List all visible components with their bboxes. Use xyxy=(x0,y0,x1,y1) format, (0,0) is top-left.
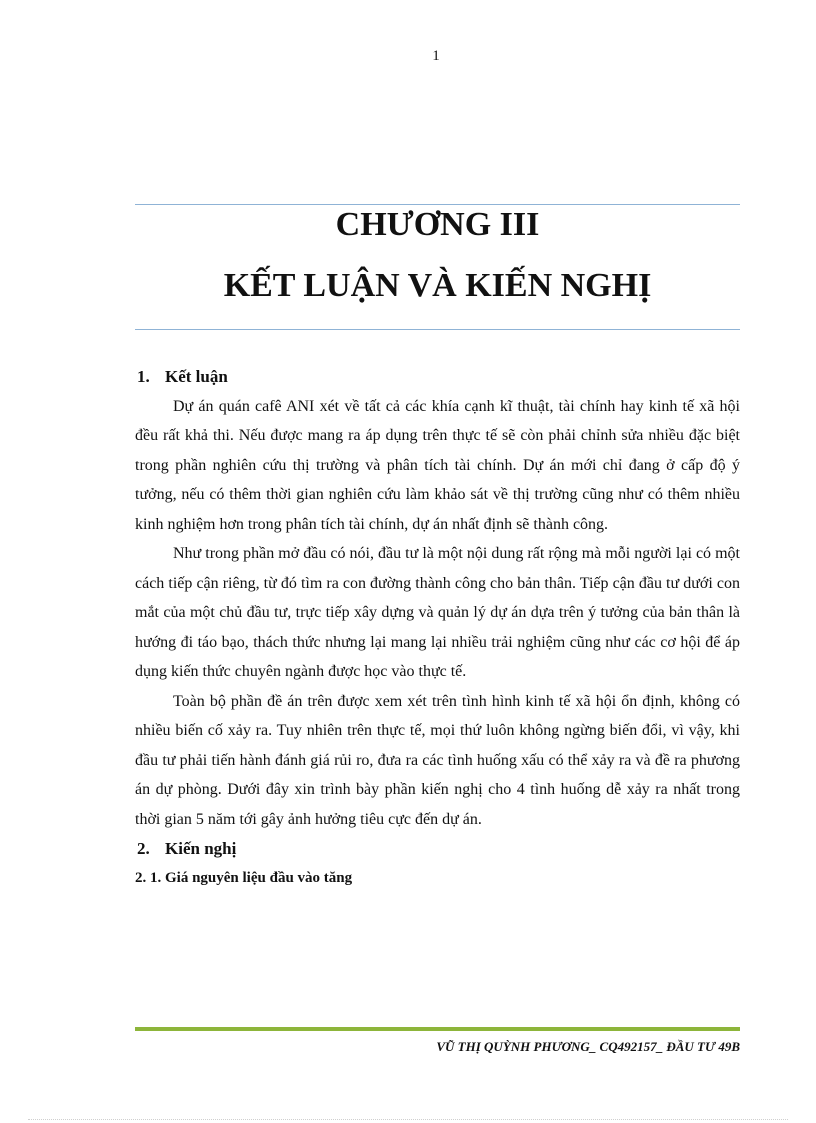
section-heading-conclusion xyxy=(135,362,740,392)
section-title: Kiến nghị xyxy=(165,839,237,858)
chapter-number: CHƯƠNG III xyxy=(335,206,540,243)
footer-author-text: VŨ THỊ QUỲNH PHƯƠNG_ CQ492157_ ĐẦU TƯ 49B xyxy=(436,1039,740,1054)
section-heading-recommendation xyxy=(135,834,740,864)
footer-rule xyxy=(135,1027,740,1031)
paragraph: Như trong phần mở đầu có nói, đầu tư là một nội dung rất rộng mà mỗi người lại có một cách tiếp cận riêng, từ đó tìm ra con đường thành công cho bản thân. Tiếp cận đầu tư dưới con mắt của một chủ đầu tư, trực tiếp xây dựng và quản lý dự án dựa trên ý tưởng của bản thân là hướng đi táo bạo, thách thức nhưng lại mang lại nhiều trải nghiệm cũng như các cơ hội để áp dụng kiến thức chuyên ngành được học vào thực tế. xyxy=(135,545,740,680)
page-edge-divider xyxy=(28,1119,788,1120)
section-title: Kết luận xyxy=(165,367,228,386)
page-body xyxy=(135,362,740,893)
paragraph: Dự án quán cafê ANI xét về tất cả các khía cạnh kĩ thuật, tài chính hay kinh tế xã hội đều rất khả thi. Nếu được mang ra áp dụng trên thực tế sẽ còn phải chỉnh sửa nhiều đặc biệt trong phần nghiên cứu thị trường và phân tích tài chính. Dự án mới chỉ đang ở cấp độ ý tưởng, nếu có thêm thời gian nghiên cứu làm khảo sát về thị trường cũng như có thêm nhiều kinh nghiệm hơn trong phân tích tài chính, dự án nhất định sẽ thành công. xyxy=(135,397,740,533)
section-number: 1. xyxy=(137,367,150,386)
chapter-bottom-rule xyxy=(135,329,740,330)
chapter-title: KẾT LUẬN VÀ KIẾN NGHỊ xyxy=(223,267,652,304)
paragraph: Toàn bộ phần đề án trên được xem xét trên tình hình kinh tế xã hội ổn định, không có nhiều biến cố xảy ra. Tuy nhiên trên thực tế, mọi thứ luôn không ngừng biến đổi, vì vậy, khi đầu tư phải tiến hành đánh giá rủi ro, đưa ra các tình huống xấu có thể xảy ra và đề ra phương án dự phòng. Dưới đây xin trình bày phần kiến nghị cho 4 tình huống dễ xảy ra nhất trong thời gian 5 năm tới gây ảnh hưởng tiêu cực đến dự án. xyxy=(135,692,740,828)
section-number: 2. xyxy=(137,839,150,858)
page-number: 1 xyxy=(432,48,440,64)
subsection-heading: 2. 1. Giá nguyên liệu đầu vào tăng xyxy=(135,869,353,886)
